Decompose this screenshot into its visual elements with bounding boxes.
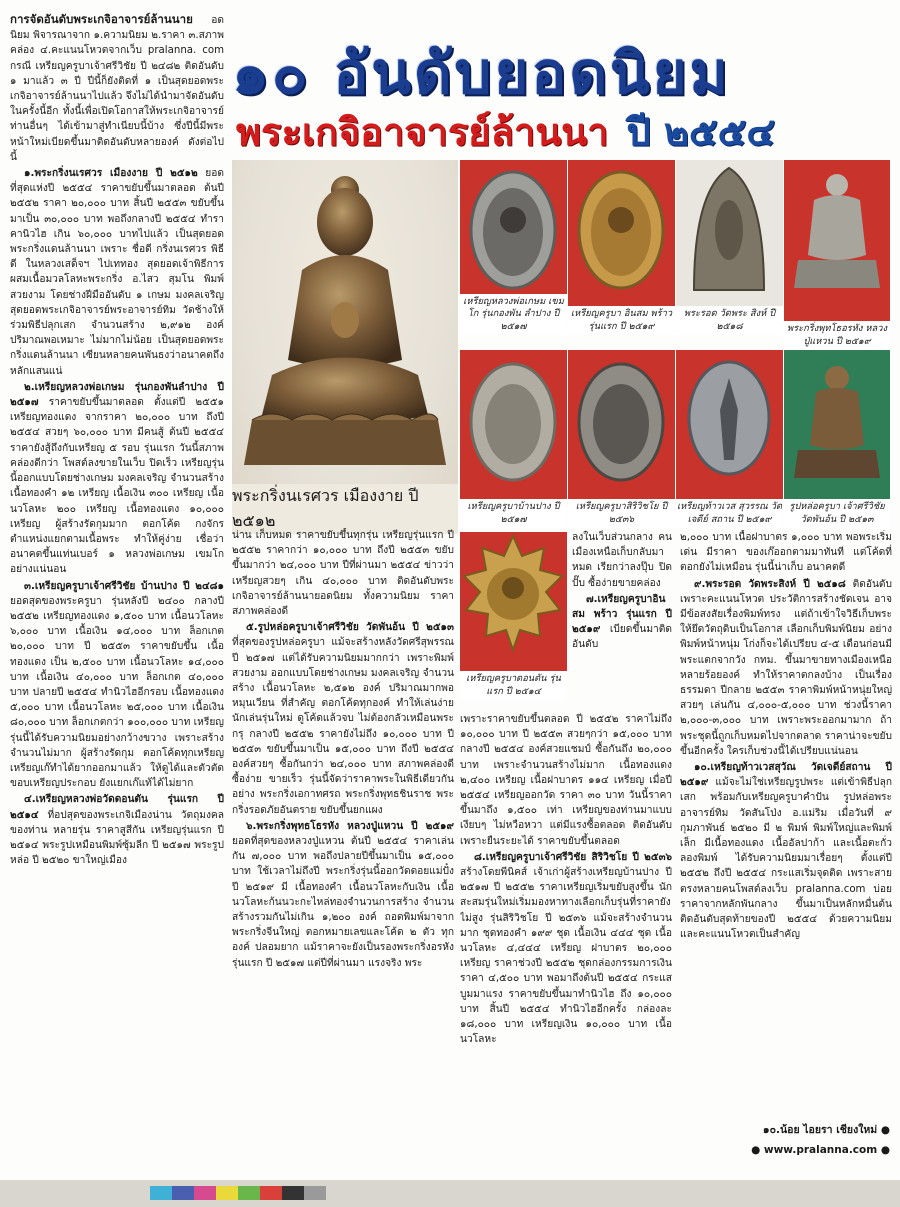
rank-5-heading: ๕.รูปหล่อครูบาเจ้าศรีวิชัย วัดพันอ้น ปี ๒๕๑๓ [246,622,454,634]
headline-subtitle [236,108,896,158]
rank-1-paragraph [10,166,224,379]
rank-8-text: สร้างโดยพีนิคส์ เจ้าเก่าผู้สร้างเหรียญบ้านปาง ปี ๒๕๑๗ ปี ๒๕๕๒ ราคาเหรียญเริ่มขยับสูงขึ้น นักสะสมรุ่นใหม่เริ่มมองหาทางเลือกเก็บรุ่นที่ราคายังไม่สูง รุ่นสิริวิชโย ปี ๒๕๓๖ แม้จะสร้างจำนวนมาก ชุดทองคำ ๑๙๙ ชุด เนื้อเงิน ๔๔๔ ชุด เนื้อนวโลหะ ๔,๔๔๔ เหรียญ ฝาบาตร ๒๐,๐๐๐ เหรียญ ราคาช่วงปี ๒๕๕๒ ชุดกล่องกรรมการเงิน ราคา ๔,๕๐๐ บาท พอมาถึงต้นปี ๒๕๕๔ กระแสบูมมาแรง ราคาขยับขึ้นมาทำนิวไฮ ถึง ๑๐,๐๐๐ บาท สิ้นปี ๒๕๕๔ ทำนิวไฮอีกครั้ง กล่องละ ๑๘,๐๐๐ บาท เหรียญเงิน ๑๐,๐๐๐ บาท เนื้อนวโลหะ [460,867,672,1046]
rank-10-heading: ๑๐.เหรียญท้าวเวสสุวัณ วัดเจดีย์สถาน ปี ๒๕๑๙ [680,762,892,789]
print-color-strip [0,1180,900,1207]
article-column-3-top [572,530,672,708]
rank-8-paragraph [460,850,672,1048]
gold-coin-image [568,160,675,300]
swatch-red [260,1186,282,1200]
rank-2-text: ราคาขยับขึ้นมาตลอด ตั้งแต่ปี ๒๕๕๑ เหรียญทองแดง จากราคา ๒๐,๐๐๐ บาท ถึงปี ๒๕๕๔ สวยๆ ๖๐,๐๐๐ บาท มีคนสู้ ต้นปี ๒๕๕๔ ราคายังสู้ถึงกับเหรียญ ๕ รอบ รุ่นแรก วันนี้สภาพคล่องดีกว่า โพสต์ลงขายในเว็บ ปิดเร็ว เหรียญรุ่นนี้ออกแบบโดยช่างเกษม มงคลเจริญ จำนวนสร้าง เนื้อทองคำ ๑๒ เหรียญ เนื้อเงิน ๓๐๐ เหรียญ เนื้อนวโลหะ ๒๐๐ เหรียญ เนื้อทองแดง ๑๐,๐๐๐ เหรียญ ผู้สร้างรัดกุมมาก ตอกโค้ด กงจักร ตำแหน่งแยกตามเนื้อพระ ทำให้คู่ง่าย เชื่อว่าอนาคตขึ้นแท่นเบอร์ ๑ หลวงพ่อเกษม เขมโก อย่างแน่นอน [10,397,224,576]
rank-7-continued: เพราะราคาขยับขึ้นตลอด ปี ๒๕๕๒ ราคาไม่ถึง ๑๐,๐๐๐ บาท ปี ๒๕๕๓ สวยๆกว่า ๑๕,๐๐๐ บาท กลางปี ๒๕๕๔ องค์สวยแชมป์ ซื้อกันถึง ๒๐,๐๐๐ บาท เพราะจำนวนสร้างไม่มาก เนื้อทองแดง ๒,๔๐๐ เหรียญ เนื้อฝาบาตร ๑๑๔ เหรียญ เมื่อปี ๒๕๕๔ เหรียญออกวัด ราคา ๓๐ บาท วันนี้ราคาขึ้นมาถึง ๑,๕๐๐ เท่า เหรียญของท่านมาแบบเงียบๆ ไม่หวือหวา แต่มีแรงซื้อตลอด ติดอันดับ เพราะยืนระยะได้ ราคาขยับขึ้นตลอด [460,714,672,847]
main-photo-phra-kring-naresuan [232,160,458,530]
star-coin-image [460,532,567,667]
kring-statue-image [784,160,890,295]
rank-4-paragraph [10,792,224,868]
swatch-yellow [216,1186,238,1200]
website-url[interactable]: ● www.pralanna.com ● [751,1144,890,1156]
rank-6-text: ยอดที่สุดของหลวงปู่แหวน ต้นปี ๒๕๕๔ ราคาเล่นกัน ๗,๐๐๐ บาท พอถึงปลายปีขึ้นมาเป็น ๑๕,๐๐๐ บาท ใช้เวลาไม่ถึงปี พระกริ่งรุ่นนี้ออกวัดดอยแม่ปั๋ง ปี ๒๕๑๙ มี เนื้อทองคำ เนื้อนวโลหะกับเงิน เนื้อนวโลหะก้นนวะกะไหล่ทองจำนวนการสร้าง จำนวนสร้างรวมกันไม่เกิน ๑,๒๐๐ องค์ ถอดพิมพ์มาจากพระกริ่งจีนใหญ่ ตอกหมายเลขและโค้ด ๒ ตัว ทุกองค์ ปลอมยาก แม้ราคาจะยังเป็นรองพระกริ่งอรหังรุ่นแรก ปี ๒๕๑๗ แต่ปีที่ผ่านมา แรงจริง พระ [232,836,454,969]
rank-3-heading: ๓.เหรียญครูบาเจ้าศรีวิชัย บ้านปาง ปี ๒๔๘๑ [24,580,224,592]
rank-10-text: แม้จะไม่ใช่เหรียญรูปพระ แต่เข้าพิธีปลุกเสก พร้อมกับเหรียญครูบาคำปัน รูปหล่อพระอาจารย์ทิม วัดสันโป่ง อ.แม่ริม เมื่อวันที่ ๙ กุมภาพันธ์ ๒๕๒๐ มี ๒ พิมพ์ พิมพ์ใหญ่และพิมพ์เล็ก มีเนื้อทองแดง เนื้ออัลปาก้า และเนื้อตะกั่วลองพิมพ์ ได้รับความนิยมมาเรื่อยๆ ตั้งแต่ปี ๒๕๕๒ ถึงปี ๒๕๕๔ กระแสเริ่มจุดติด เพราะสายตรงหลายคนโพสต์ลงเว็บ pralanna.com บ่อย ราคาจากหลักพันกลาง ขึ้นมาเป็นหลักหมื่นต้น ติดอันดับสุดท้ายของปี ๒๕๕๔ ด้วยความนิยมและคะแนนโหวตเป็นสำคัญ [680,777,892,941]
swatch-gray [304,1186,326,1200]
rank-4-heading: ๔.เหรียญหลวงพ่อวัดดอนตัน รุ่นแรก ปี ๒๕๑๔ [10,794,224,821]
intro-heading: การจัดอันดับพระเกจิอาจารย์ล้านนาย [10,12,193,26]
caption-p9: เหรียญครูบาดอนตัน รุ่นแรก ปี ๒๕๑๔ [460,671,567,700]
intro-text: อดนิยม พิจารณาจาก ๑.ความนิยม ๒.ราคา ๓.สภาพคล่อง ๔.คะแนนโหวตจากเว็บ pralanna. com กรณี เหรียญครูบาเจ้าศรีวิชัย ปี ๒๔๘๒ ติดอันดับ ๑ มาแล้ว ๓ ปี ปีนี้ก็ยังติดที่ ๑ เป็นสุดยอดพระเกจิอาจารย์ล้านนาไปแล้ว จึงไม่ได้นำมาจัดอันดับในครั้งนี้อีก ทั้งนี้เพื่อเปิดโอกาสให้พระเกจิอาจารย์ท่านอื่นๆ ได้เข้ามาสู่ทำเนียบนี้บ้าง ซึ่งปีนี้มีพระหน้าใหม่เบียดขึ้นมาติดอันดับหลายองค์ ดังต่อไปนี้ [10,15,224,163]
rank-7-heading: ๗.เหรียญครูบาอินสม พร้าว รุ่นแรก ปี ๒๕๑๙ [572,593,672,636]
photo-luang-phor-kasem-coin [460,160,567,335]
photo-phra-kring-luang-pu-waen [784,160,890,350]
rank-7-text: เบียดขึ้นมาติดอันดับ [572,624,672,651]
rank-8-continued: ๒,๐๐๐ บาท เนื้อฝาบาตร ๑,๐๐๐ บาท พอพระเริ่มเด่น มีราคา ของเก๊ออกตามมาทันที แต่โค้ดที่ตอกยังไม่เหมือน รุ่นนี้น่าเก็บ อนาคตดี [680,532,892,574]
rank-6-heading: ๖.พระกริ่งพุทธโธรหัง หลวงปู่แหวน ปี ๒๕๑๙ [246,820,454,832]
rank-5-paragraph [232,620,454,818]
caption-p3: พระรอด วัดพระ สิงห์ ปี ๒๕๑๘ [676,306,783,335]
swatch-magenta [194,1186,216,1200]
rank-4-continued: น่าน เก็บหมด ราคาขยับขึ้นทุกรุ่น เหรียญรุ่นแรก ปี ๒๕๕๒ ราคากว่า ๑๐,๐๐๐ บาท ถึงปี ๒๕๕๓ ขยับขึ้นมากว่า ๒๔,๐๐๐ บาท ปีที่ผ่านมา ๒๕๕๔ ข่าวว่าเหรียญสวยๆ เกิน ๔๐,๐๐๐ บาท ติดอันดับพระเกจิอาจารย์ล้านนายอดนิยม ทั้งความนิยม ราคา สภาพคล่องดี [232,530,454,618]
intro-paragraph [10,12,224,165]
rank-9-heading: ๙.พระรอด วัดพระสิงห์ ปี ๒๕๑๘ [694,578,846,590]
caption-p7: เหรียญท้าวเวส สุวรรณ วัดเจดีย์ สถาน ปี ๒๕๑๙ [676,499,783,528]
rank-1-heading: ๑.พระกริ่งนเรศวร เมืองงาย ปี ๒๕๑๒ [24,168,198,180]
rank-4-text: ที่อปสุดของพระเกจิเมืองน่าน วัตถุมงคลของท่าน หลายรุ่น ราคาสูสีกัน เหรียญรุ่นแรก ปี ๒๕๑๔ พระรูปเหมือนพิมพ์ซุ้มลีก ปี ๒๕๑๗ พระรูปหล่อ ปี ๒๕๒๐ ขาใหญ่เมือง [10,809,224,867]
dark-coin-image [568,350,675,495]
swatch-green [238,1186,260,1200]
swatch-blue [172,1186,194,1200]
photo-kruba-insom-coin [568,160,675,335]
article-column-1 [10,12,224,1177]
caption-p4: พระกริ่งพุทโธอรหัง หลวงปู่แหวน ปี ๒๕๑๙ [784,321,890,350]
article-column-2 [232,528,454,1178]
rank-1-text: ยอดที่สุดแห่งปี ๒๕๕๔ ราคาขยับขึ้นมาตลอด ต้นปี ๒๕๕๒ ราคา ๒๐,๐๐๐ บาท สิ้นปี ๒๕๕๓ ขยับขึ้นมาเป็น ๓๐,๐๐๐ บาท พอถึงกลางปี ๒๕๕๔ ทำราคานิวไฮ เกิน ๖๐,๐๐๐ บาทไปแล้ว เป็นสุดยอดพระกริ่งแดนล้านนา เพราะ ชื่อดี กริ่งนเรศวร พิธีดี ในหลวงเสด็จฯ ไปเททอง สุดยอดเจ้าพิธีการผสมเนื้อมวลโลหะพระกริ่ง อ.ไสว สุมโน พิมพ์สวยงาม โดยช่างฝีมืออันดับ ๑ เกษม มงคลเจริญ สุดยอดพระเกจิอาจารย์พระอาจารย์ทิม วัดช้างให้ ร่วมพิธีปลุกเสก จำนวนสร้าง ๒,๙๑๒ องค์ ปริมาณพอเหมาะ ไม่มากไม่น้อย เป็นสุดยอดพระกริ่งแดนล้านนา เซียนหลายคนพันธงว่าอนาคตถึงหลักแสนแน่ [10,168,224,377]
headline-top-ten: ๑๐ อันดับยอดนิยม [232,39,731,107]
photo-kruba-ban-pang-coin [460,350,567,528]
photo-kruba-sirivichayo-coin [568,350,675,528]
photo-kruba-don-tan-coin [460,532,567,700]
rank-2-paragraph [10,380,224,578]
headline-year: ปี ๒๕๕๔ [626,109,776,154]
caption-p5: เหรียญครูบาบ้านปาง ปี ๒๕๑๗ [460,499,567,528]
rank-6-paragraph [232,819,454,971]
rank-3-paragraph [10,579,224,792]
photo-thao-wessuwan-coin [676,350,783,528]
rank-3-text: ยอดสุดของพระครูบา รุ่นหลังปี ๒๔๐๐ กลางปี ๒๕๕๒ เหรียญทองแดง ๑,๕๐๐ บาท เนื้อนวโลหะ ๖,๐๐๐ บาท เนื้อเงิน ๑๔,๐๐๐ บาท ล็อกเกต ๒๐,๐๐๐ บาท ปี ๒๕๕๓ ราคาขยับขึ้น เนื้อทองแดง เป็น ๒,๕๐๐ บาท เนื้อนวโลหะ ๑๔,๐๐๐ บาท เนื้อเงิน ๔๐,๐๐๐ บาท ล็อกเกต ๔๐,๐๐๐ บาท ปลายปี ๒๕๕๔ ทำนิวไฮอีกรอบ เนื้อทองแดง ๕,๐๐๐ บาท เนื้อนวโลหะ ๒๕,๐๐๐ บาท เนื้อเงิน ๘๐,๐๐๐ บาท ล็อกเกตกว่า ๑๐๐,๐๐๐ บาท เหรียญรุ่นนี้ได้รับความนิยมอย่างกว้างขวาง เพราะสร้างจำนวนไม่มาก ผู้สร้างรัดกุม ตอกโค้ดทุกเหรียญ เหรียญเก๊ทำได้ยากออกมาแล้ว ให้ดูได้และตัวตัดขอบเหรียญประกอบ ยังแยกเก๊แท้ได้ไม่ยาก [10,595,224,790]
caption-p8: รูปหล่อครูบา เจ้าศรีวิชัย วัดพันอ้น ปี ๒๕๑๓ [784,499,890,528]
photo-phra-rod [676,160,783,335]
photo-kruba-statue [784,350,890,528]
caption-p2: เหรียญครูบา อินสม พร้าว รุ่นแรก ปี ๒๕๑๙ [568,306,675,335]
rank-5-text: ที่สุดของรูปหล่อครูบา แม้จะสร้างหลังวัดศรีสุพรรณ ปี ๒๕๑๗ แต่ได้รับความนิยมมากกว่า เพราะพิมพ์สวยงาม ออกแบบโดยช่างเกษม มงคลเจริญ จำนวนสร้าง เนื้อนวโลหะ ๒,๕๑๒ องค์ ปริมาณมากพอหมุนเวียน ที่สำคัญ ตอกโค้ดทุกองค์ ทำให้เล่นง่าย นักเล่นรุ่นใหม่ ดูโค้ดแล้วจบ ไม่ต้องกลัวเหมือนพระกรุ กลางปี ๒๕๕๒ ราคายังไม่ถึง ๑๐,๐๐๐ บาท ปี ๒๕๕๓ ขยับขึ้นมาเป็น ๑๕,๐๐๐ บาท ถึงปี ๒๕๕๔ องค์สวยๆ ซื้อกันกว่า ๒๔,๐๐๐ บาท สภาพคล่องดี ซื้อง่าย ขายเร็ว รุ่นนี้จัดว่าราคาพระในพิธีเดียวกันอย่าง พระกริ่งเอกาทศรถ พระกริ่งพุทธชินราช พระกริ่งรอดภัยอันตราย ขยับขึ้นยกแผง [232,637,454,816]
buddha-statue-image [232,160,458,480]
rank-8-heading: ๘.เหรียญครูบาเจ้าศรีวิชัย สิริวิชโย ปี ๒๕๓๖ [474,851,672,863]
headline-lanna-masters: พระเกจิอาจารย์ล้านนา [236,109,609,154]
author-byline: ๑๐.น้อย ไอยรา เชียงใหม่ ● [762,1124,890,1136]
phra-rod-image [676,160,783,300]
rank-9-text: ติดอันดับเพราะคะแนนโหวต ประวัติการสร้างชัดเจน อาจมีข้อสงสัยเรื่องพิมพ์ทรง แต่ถ้าเข้าใจวิธีเก็บพระ ให้ยึดวัตถุดิบเป็นโอกาส เลือกเก็บพิมพ์นิยม อย่างพิมพ์หน้าหนุ่ม โก่งก็จะได้เปรียบ ๔-๕ เดือนก่อนมีพระแตกจากวัง กทม. ขึ้นมาขายทางเมืองเหนือหลายร้อยองค์ ทำให้ราคาตกลงบ้าง เป็นเรื่องธรรมดา ปีกลาย ๒๕๕๓ ราคาพิมพ์หน้าหนุ่ยใหญ่ สวยๆ เล่นกัน ๔,๐๐๐-๕,๐๐๐ บาท ช่วงนี้ราคา ๒,๐๐๐-๓,๐๐๐ บาท เพราะพระออกมามาก ถ้าพระชุดนี้ถูกเก็บหมดไปจากตลาด ราคาน่าจะขยับขึ้นอีกครั้ง ใครเก็บช่วงนี้ได้เปรียบแน่นอน [680,578,892,757]
swatch-cyan [150,1186,172,1200]
rank-10-paragraph [680,760,892,942]
article-column-4 [680,530,892,1115]
rank-9-paragraph [680,577,892,759]
kruba-statue-image [784,350,890,485]
silver-coin-image [460,350,567,495]
swatch-black [282,1186,304,1200]
caption-p1: เหรียญหลวงพ่อเกษม เขมโก รุ่นกองพัน ลำปาง ปี ๒๕๑๗ [460,294,567,336]
rank-2-heading: ๒.เหรียญหลวงพ่อเกษม รุ่นกองพันลำปาง ปี ๒๕๑๗ [10,381,224,409]
oval-coin-image [460,160,567,300]
caption-p6: เหรียญครูบาสิริวิชโย ปี ๒๕๓๖ [568,499,675,528]
rank-7-paragraph [572,592,672,653]
main-photo-caption: พระกริ่งนเรศวร เมืองงาย ปี ๒๕๑๒ [232,484,458,534]
wessuwan-coin-image [676,350,783,490]
article-column-3 [460,712,672,1178]
rank-6-continued: ลงในเว็บส่วนกลาง คนเมืองเหนือเก็บกลับมาหมด เรียกว่าลงปุ๊บ ปิดปั๊บ ซื้อง่ายขายคล่อง [572,532,672,589]
